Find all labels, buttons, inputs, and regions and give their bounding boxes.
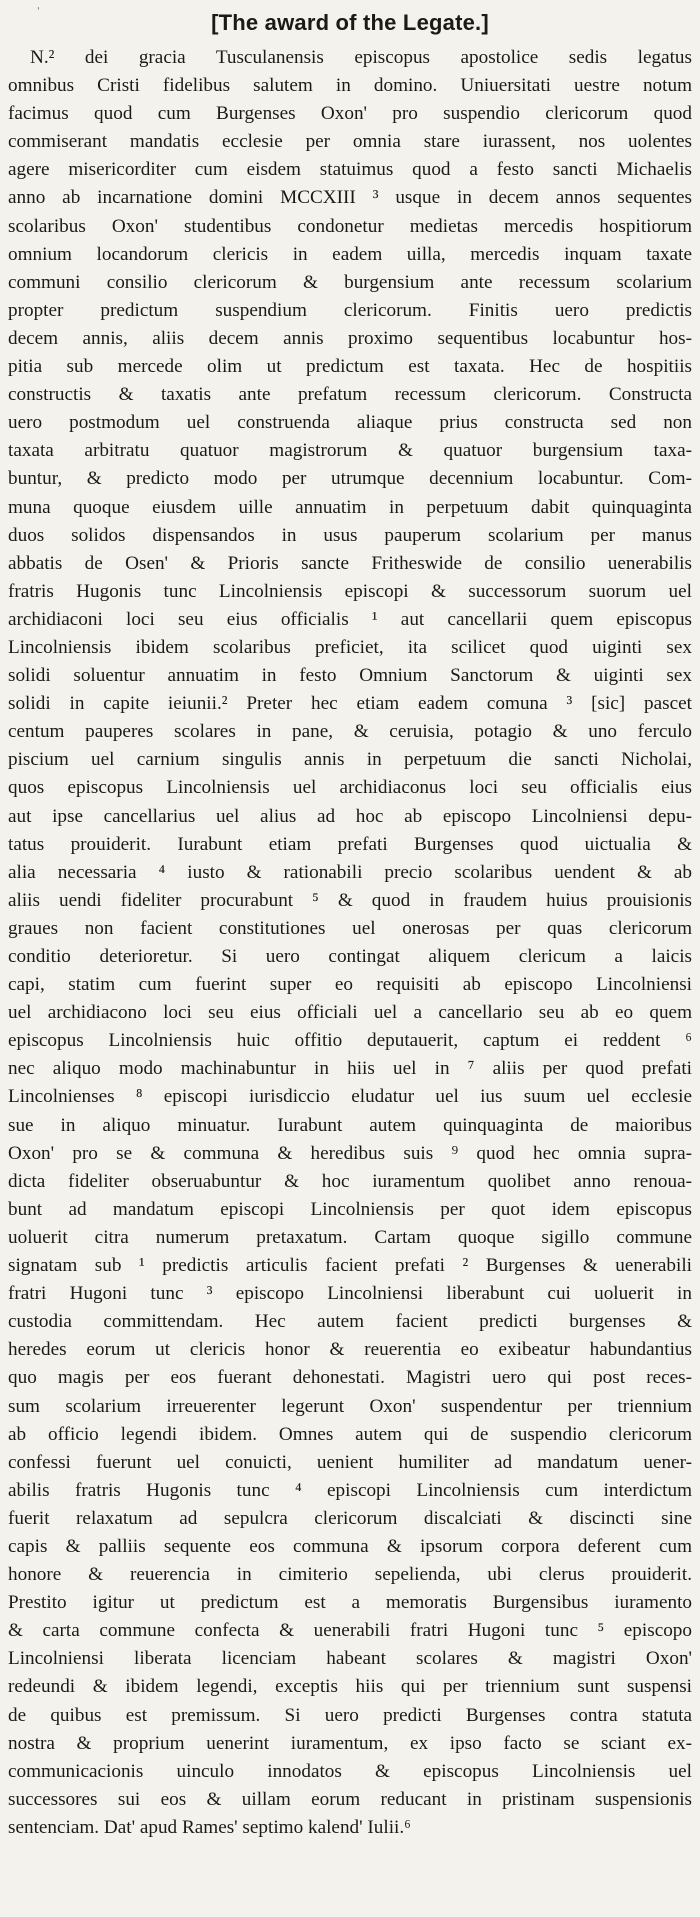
text-line: buntur, & predicto modo per utrumque decennium locabuntur. Com- — [8, 468, 692, 490]
text-line: signatam sub ¹ predictis articulis facient prefati ² Burgenses & uenerabili — [8, 1255, 692, 1277]
text-line: sue in aliquo minuatur. Iurabunt autem quinquaginta de maioribus — [8, 1114, 692, 1136]
text-line: propter predictum suspendium clericorum. Finitis uero predictis — [8, 299, 692, 321]
text-line: omnibus Cristi fidelibus salutem in domino. Uniuersitati uestre notum — [8, 75, 692, 97]
text-line: quo magis per eos fuerant dehonestati. Magistri uero qui post reces- — [8, 1367, 692, 1389]
text-line: centum pauperes scolares in pane, & ceruisia, potagio & uno ferculo — [8, 721, 692, 743]
text-line: confessi fuerunt uel conuicti, uenient humiliter ad mandatum uener- — [8, 1451, 692, 1473]
text-line: communi consilio clericorum & burgensium ante recessum scolarium — [8, 271, 692, 293]
award-text-body — [8, 44, 692, 1842]
text-line: quos episcopus Lincolniensis uel archidiaconus loci seu officialis eius — [8, 777, 692, 799]
text-line: Prestito igitur ut predictum est a memoratis Burgensibus iuramento — [8, 1592, 692, 1614]
text-line: ab officio legendi ibidem. Omnes autem qui de suspendio clericorum — [8, 1423, 692, 1445]
text-line: uero postmodum uel construenda aliaque prius constructa sed non — [8, 412, 692, 434]
margin-mark: ' — [37, 6, 40, 17]
text-line: piscium uel carnium singulis annis in perpetuum die sancti Nicholai, — [8, 749, 692, 771]
text-line: aliis uendi fideliter procurabunt ⁵ & quod in fraudem huius prouisionis — [8, 889, 692, 911]
text-line: Lincolniensi liberata licenciam habeant scolares & magistri Oxon' — [8, 1648, 692, 1670]
text-line: redeundi & ibidem legendi, exceptis hiis qui per triennium sunt suspensi — [8, 1676, 692, 1698]
text-line: communicacionis uinculo innodatos & episcopus Lincolniensis uel — [8, 1760, 692, 1782]
text-line: custodia committendam. Hec autem facient predicti burgenses & — [8, 1311, 692, 1333]
text-line: abilis fratris Hugonis tunc ⁴ episcopi Lincolniensis cum interdictum — [8, 1479, 692, 1501]
text-line: anno ab incarnatione domini MCCXIII ³ usque in decem annos sequentes — [8, 187, 692, 209]
text-line: sum scolarium irreuerenter legerunt Oxon' suspendentur per triennium — [8, 1395, 692, 1417]
page-title: [The award of the Legate.] — [211, 10, 489, 35]
text-line: duos solidos dispensandos in usus pauperum scolarium per manus — [8, 524, 692, 546]
text-line: decem annis, aliis decem annis proximo sequentibus locabuntur hos- — [8, 327, 692, 349]
text-line: nostra & proprium uenerint iuramentum, ex ipso facto se sciant ex- — [8, 1732, 692, 1754]
text-line: conditio deterioretur. Si uero contingat aliquem clericum a laicis — [8, 946, 692, 967]
text-line: N.² dei gracia Tusculanensis episcopus apostolice sedis legatus — [30, 47, 692, 68]
text-line: agere misericorditer cum eisdem statuimus quod a festo sancti Michaelis — [8, 159, 692, 181]
text-line: successores sui eos & uillam eorum reducant in pristinam suspensionis — [8, 1788, 692, 1810]
text-line: taxata arbitratu quatuor magistrorum & quatuor burgensium taxa- — [8, 440, 692, 462]
text-line: uoluerit citra numerum pretaxatum. Cartam quoque sigillo commune — [8, 1226, 692, 1248]
text-line: abbatis de Osen' & Prioris sancte Fritheswide de consilio uenerabilis — [8, 552, 692, 574]
text-line: Lincolniensis ibidem scolaribus preficiet, ita scilicet quod uiginti sex — [8, 636, 692, 658]
text-line: omnium locandorum clericis in eadem uilla, mercedis inquam taxate — [8, 243, 692, 265]
text-line: uel archidiacono loci seu eius officiali uel a cancellario seu ab eo quem — [8, 1002, 692, 1024]
text-line: commiserant mandatis ecclesie per omnia stare iurassent, nos uolentes — [8, 131, 692, 153]
text-line: Oxon' pro se & communa & heredibus suis ⁹ quod hec omnia supra- — [8, 1142, 692, 1164]
text-line: episcopus Lincolniensis huic offitio deputauerit, captum ei reddent ⁶ — [8, 1030, 692, 1052]
text-line: fratris Hugonis tunc Lincolniensis episcopi & successorum suorum uel — [8, 580, 692, 602]
text-line: heredes eorum ut clericis honor & reuerentia eo exibeatur habundantius — [8, 1339, 692, 1361]
text-line: & carta commune confecta & uenerabili fratri Hugoni tunc ⁵ episcopo — [8, 1620, 692, 1642]
text-line: graues non facient constitutiones uel onerosas per quas clericorum — [8, 917, 692, 939]
text-line: sentenciam. Dat' apud Rames' septimo kalend' Iulii.⁶ — [8, 1816, 411, 1838]
text-line: honore & reuerencia in cimiterio sepelienda, ubi clerus prouiderit. — [8, 1564, 692, 1586]
text-line: aut ipse cancellarius uel alius ad hoc ab episcopo Lincolniensi depu- — [8, 805, 692, 827]
text-line: nec aliquo modo machinabuntur in hiis uel in ⁷ aliis per quod prefati — [8, 1058, 692, 1080]
text-line: constructis & taxatis ante prefatum recessum clericorum. Constructa — [8, 384, 692, 406]
text-line: facimus quod cum Burgenses Oxon' pro suspendio clericorum quod — [8, 103, 692, 125]
text-line: muna quoque eiusdem uille annuatim in perpetuum dabit quinquaginta — [8, 496, 692, 518]
text-line: solidi soluentur annuatim in festo Omnium Sanctorum & uiginti sex — [8, 665, 692, 687]
text-line: dicta fideliter obseruabuntur & hoc iuramentum quolibet anno renoua- — [8, 1170, 692, 1192]
text-line: Lincolnienses ⁸ episcopi iurisdiccio eludatur uel ius suum uel ecclesie — [8, 1086, 692, 1108]
text-line: bunt ad mandatum episcopi Lincolniensis per quot idem episcopus — [8, 1198, 692, 1220]
text-line: de quibus est premissum. Si uero predicti Burgenses contra statuta — [8, 1704, 692, 1726]
text-line: capi, statim cum fuerint super eo requisiti ab episcopo Lincolniensi — [8, 974, 692, 996]
text-line: tatus prouiderit. Iurabunt etiam prefati Burgenses quod uictualia & — [8, 833, 692, 855]
text-line: alia necessaria ⁴ iusto & rationabili precio scolaribus uendent & ab — [8, 861, 692, 883]
text-line: solidi in capite ieiunii.² Preter hec etiam eadem comuna ³ [sic] pascet — [8, 693, 692, 715]
text-line: scolaribus Oxon' studentibus condonetur medietas mercedis hospitiorum — [8, 215, 692, 237]
text-line: fuerit relaxatum ad sepulcra clericorum discalciati & discincti sine — [8, 1507, 692, 1529]
text-line: archidiaconi loci seu eius officialis ¹ aut cancellarii quem episcopus — [8, 608, 692, 630]
text-line: pitia sub mercede olim ut predictum est taxata. Hec de hospitiis — [8, 356, 692, 378]
text-line: fratri Hugoni tunc ³ episcopo Lincolniensi liberabunt cui uoluerit in — [8, 1283, 692, 1305]
text-line: capis & palliis sequente eos communa & ipsorum corpora deferent cum — [8, 1535, 692, 1557]
